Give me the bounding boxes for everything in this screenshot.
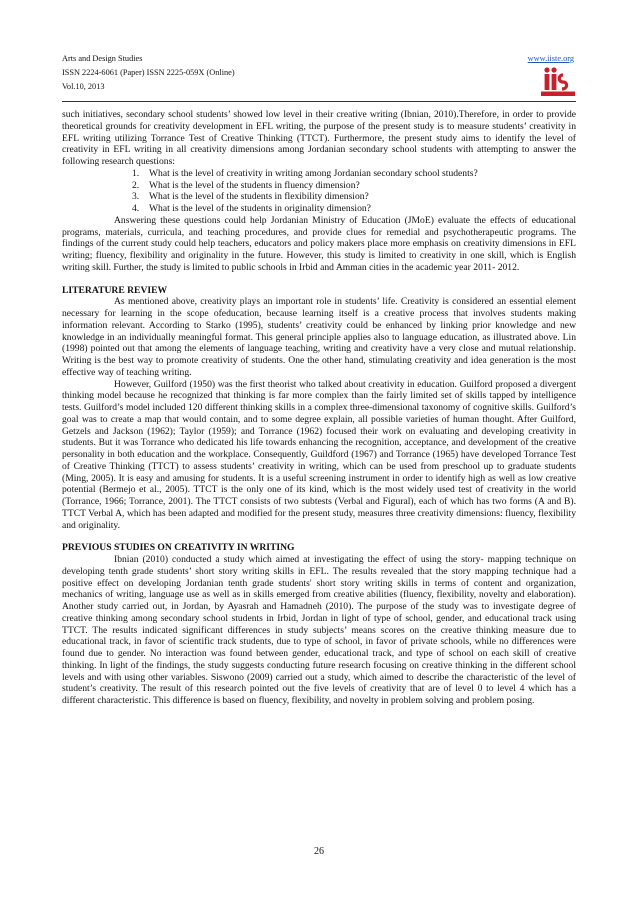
previous-studies-paragraph: Ibnian (2010) conducted a study which aimed at investigating the effect of using the story- mapping technique on developing tenth grade students’ short story writing skills in EFL. The results revealed that the story mapping technique had a positive effect on developing Jordanian tenth grade students' short story writing skills in terms of content and organization, mechanics of writing, language use as well as in skills emerged from creative abilities (fluency, flexibility, novelty and elaboration). Another study carried out, in Jordan, by Ayasrah and Hamadneh (2010). The purpose of the study was to investigate degree of creative thinking among secondary school students in Irbid, Jordan in light of type of school, gender, and educational track using TTCT. The results indicated significant differences in study subjects’ means scores on the creative thinking measure due to educational track, in favor of scientific track students, due to type of school, in favor of private schools, while no differences were found due to gender. No interaction was found between gender, educational track, and type of school on each skill of creative thinking. In light of the findings, the study suggests conducting future research focusing on creative thinking in the different school levels and with using other variables. Siswono (2009) carried out a study, which aimed to describe the characteristic of the level of student’s creativity. The result of this research pointed out the five levels of creativity that are of level 0 to level 4 which has a different characteristic. This difference is based on fluency, flexibility, and novelty in problem solving and problem posing. bbox=[62, 554, 576, 706]
research-questions bbox=[62, 168, 576, 215]
answer-paragraph: Answering these questions could help Jordanian Ministry of Education (JMoE) evaluate the effects of educational programs, materials, curricula, and teaching procedures, and provide clues for remedial and psychotherapeutic programs. The findings of the current study could help teachers, educators and policy makers place more emphasis on creativity dimensions in EFL writing; fluency, flexibility and originality in the future. However, this study is limited to creativity in one skill, which is English writing skill. Further, the study is limited to public schools in Irbid and Amman cities in the academic year 2011- 2012. bbox=[62, 214, 576, 273]
question-item: 3. What is the level of the students in flexibility dimension? bbox=[132, 191, 369, 203]
journal-name: Arts and Design Studies bbox=[62, 54, 143, 63]
intro-paragraph: such initiatives, secondary school students’ showed low level in their creative writing (Ibnian, 2010).Therefore, in order to provide theoretical grounds for creativity development in EFL writing, the purpose of the present study is to measure students’ creativity in EFL writing utilizing Torrance Test of Creative Thinking (TTCT). Furthermore, the present study aims to identify the level of creativity in EFL writing in all creativity dimensions among Jordanian secondary school students with attempting to answer the following research questions: bbox=[62, 109, 576, 167]
previous-studies-heading: PREVIOUS STUDIES ON CREATIVITY IN WRITING bbox=[62, 542, 295, 554]
iiste-logo-icon bbox=[541, 66, 575, 96]
article-body bbox=[62, 109, 576, 707]
question-item: 1. What is the level of creativity in writing among Jordanian secondary school students? bbox=[132, 167, 478, 179]
page-number: 26 bbox=[314, 846, 324, 857]
question-item: 4. What is the level of the students in originality dimension? bbox=[132, 203, 371, 214]
question-item: 2. What is the level of the students in fluency dimension? bbox=[132, 179, 360, 191]
page-header bbox=[0, 0, 638, 103]
volume-line: Vol.10, 2013 bbox=[62, 82, 105, 91]
literature-paragraph-2: However, Guilford (1950) was the first theorist who talked about creativity in education. Guilford proposed a divergent thinking model because he recognized that thinking is far more complex than the fairly limited set of skills tapped by intelligence tests. Guilford’s model included 120 different thinking skills in a complex three-dimensional taxonomy of cognitive skills. Guilford’s goal was to create a map that would contain, and to some degree explain, all possible varieties of human thought. After Guilford, Getzels and Jackson (1962); Taylor (1959); and Torrance (1962) focused their work on evaluating and developing creativity in students. But it was Torrance who dedicated his life towards enhancing the recognition, acceptance, and development of the creative personality in both education and the workplace. Consequently, Guildford (1967) and Torrance (1965) have developed Torrance Test of Creative Thinking (TTCT) to assess students’ creativity in writing, which can be used from preschool up to graduate students (Ming, 2005). It is easy and amusing for students. It is a useful screening instrument in order to identify high as well as low creative potential (Bermejo et al., 2005). TTCT is the only one of its kind, which is the most widely used test of creativity in the world (Torrance, 1966; Torrance, 2001). The TTCT consists of two subtests (Verbal and Figural), each of which has two forms (A and B). TTCT Verbal A, which has been adapted and modified for the present study, measures three creativity dimensions: fluency, flexibility and originality. bbox=[62, 378, 576, 531]
literature-review-heading: LITERATURE REVIEW bbox=[62, 284, 168, 296]
journal-url-link[interactable]: www.iiste.org bbox=[527, 54, 574, 63]
issn-line: ISSN 2224-6061 (Paper) ISSN 2225-059X (Online) bbox=[62, 68, 235, 77]
header-rule bbox=[62, 101, 576, 102]
literature-paragraph-1: As mentioned above, creativity plays an important role in students’ life. Creativity is considered an essential element necessary for learning in the scope ofeducation, because learning itself is a creative process that involves students making information relevant. According to Starko (1995), students’ creativity could be enhanced by linking prior knowledge and new knowledge in an individually meaningful format. This general principle applies also to language education, as illustrated above. Lin (1998) pointed out that among the elements of language teaching, writing and creativity have a very close and mutual relationship. Writing is the best way to promote creativity of students. One the other hand, stimulating creativity and idea generation is the most effective way of teaching writing. bbox=[62, 296, 576, 378]
